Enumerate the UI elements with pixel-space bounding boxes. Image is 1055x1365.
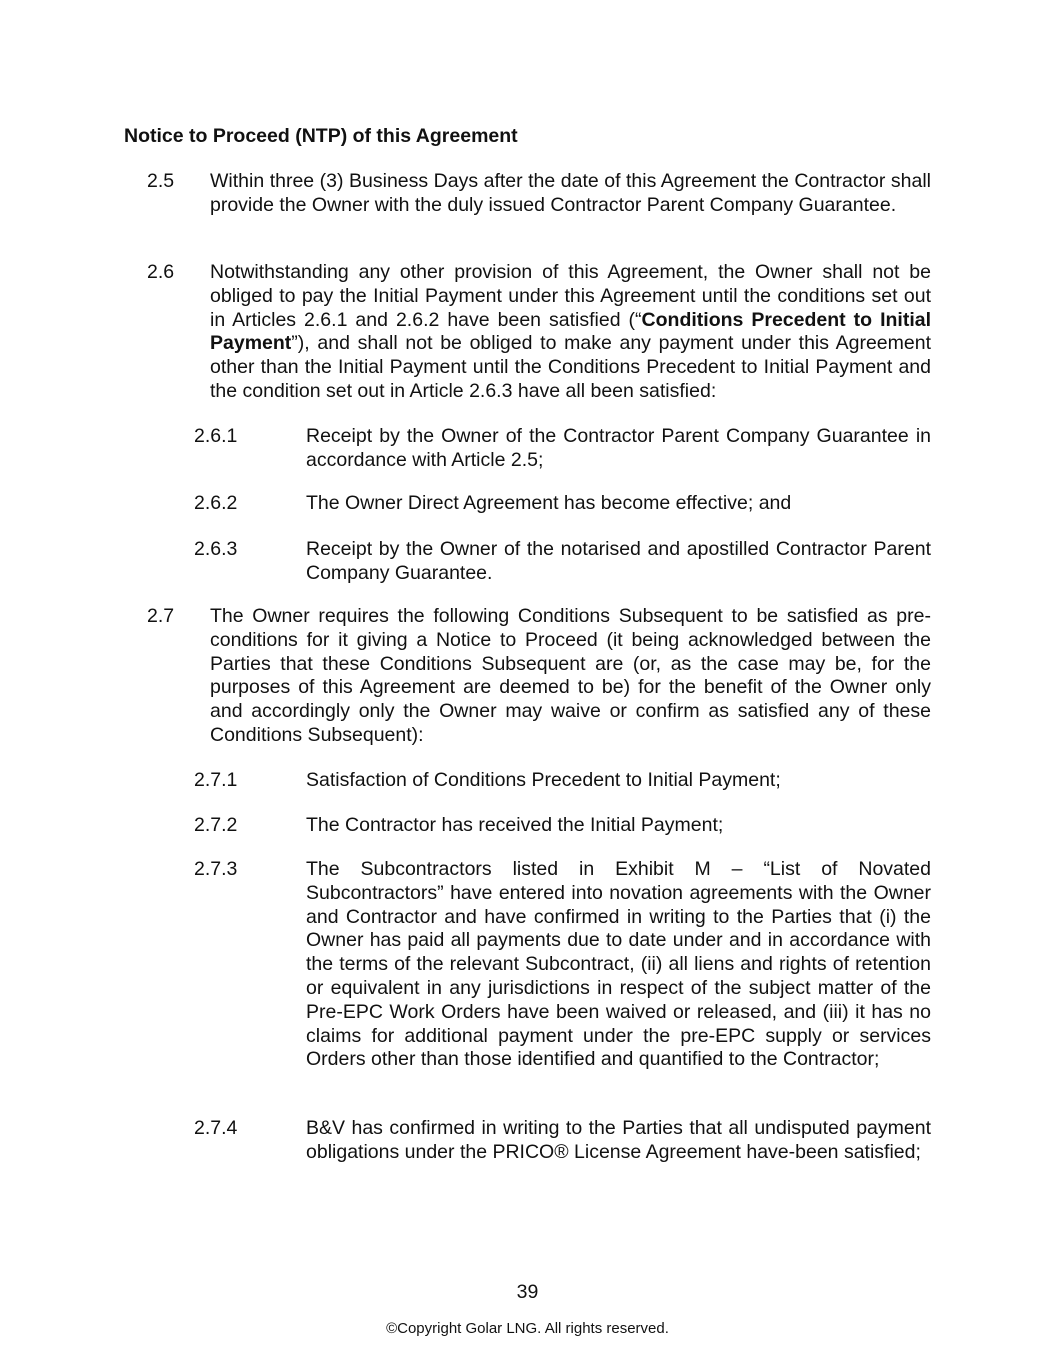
clause-text: The Subcontractors listed in Exhibit M – “List of Novated Subcontractors” have entered into novation agreements with the Owner and Contractor and have confirmed in writing to the Parties that (i) the Owner has paid all payments due to date under and in accordance with the terms of the relevant Subcontract, (ii) all liens and rights of retention or equivalent in any jurisdictions in respect of the subject matter of the Pre-EPC Work Orders have been waived or released, and (iii) it has no claims for additional payment under the pre-EPC supply or services Orders other than those identified and quantified to the Contractor; [306, 858, 931, 1071]
clause-number: 2.5 [147, 170, 175, 192]
clause-text: B&V has confirmed in writing to the Parties that all undisputed payment obligations under the PRICO® License Agreement have-been satisfied; [306, 1117, 931, 1163]
clause-text: Receipt by the Owner of the notarised and apostilled Contractor Parent Company Guarantee. [306, 538, 931, 584]
clause-text: Satisfaction of Conditions Precedent to Initial Payment; [306, 769, 781, 791]
clause-number: 2.7.2 [194, 814, 238, 836]
clause-text: The Contractor has received the Initial Payment; [306, 814, 724, 836]
clause-number: 2.7.3 [194, 858, 238, 880]
clause-number: 2.7 [147, 605, 175, 627]
clause-number: 2.6.3 [194, 538, 238, 560]
clause-text: The Owner requires the following Conditions Subsequent to be satisfied as pre-conditions for it giving a Notice to Proceed (it being acknowledged between the Parties that these Conditions Subsequent are (or, as the case may be, for the purposes of this Agreement are deemed to be) for the benefit of the Owner only and accordingly only the Owner may waive or confirm as satisfied any of these Conditions Subsequent): [210, 605, 931, 746]
clause-text-part: ”), and shall not be obliged to make any payment under this Agreement other than the Initial Payment until the Conditions Precedent to Initial Payment and the condition set out in Article 2.6.3 have all been satisfied: [210, 332, 931, 402]
defined-term: Conditions Precedent to Initial Payment [210, 308, 931, 355]
section-heading: Notice to Proceed (NTP) of this Agreement [124, 125, 518, 147]
clause-text: Within three (3) Business Days after the date of this Agreement the Contractor shall provide the Owner with the duly issued Contractor Parent Company Guarantee. [210, 170, 931, 216]
clause-text: Receipt by the Owner of the Contractor Parent Company Guarantee in accordance with Article 2.5; [306, 425, 931, 471]
clause-number: 2.6.2 [194, 492, 238, 514]
clause-number: 2.7.1 [194, 769, 238, 791]
clause-text-part: Notwithstanding any other provision of this Agreement, the Owner shall not be obliged to pay the Initial Payment under this Agreement until the conditions set out in Articles 2.6.1 and 2.6.2 have been satisfied (“ [210, 261, 931, 331]
copyright-notice: ©Copyright Golar LNG. All rights reserved. [386, 1320, 669, 1337]
page-number: 39 [516, 1281, 539, 1303]
clause-number: 2.7.4 [194, 1117, 238, 1139]
clause-text: The Owner Direct Agreement has become effective; and [306, 492, 792, 514]
clause-number: 2.6 [147, 261, 175, 283]
clause-number: 2.6.1 [194, 425, 238, 447]
clause-text [210, 261, 931, 404]
